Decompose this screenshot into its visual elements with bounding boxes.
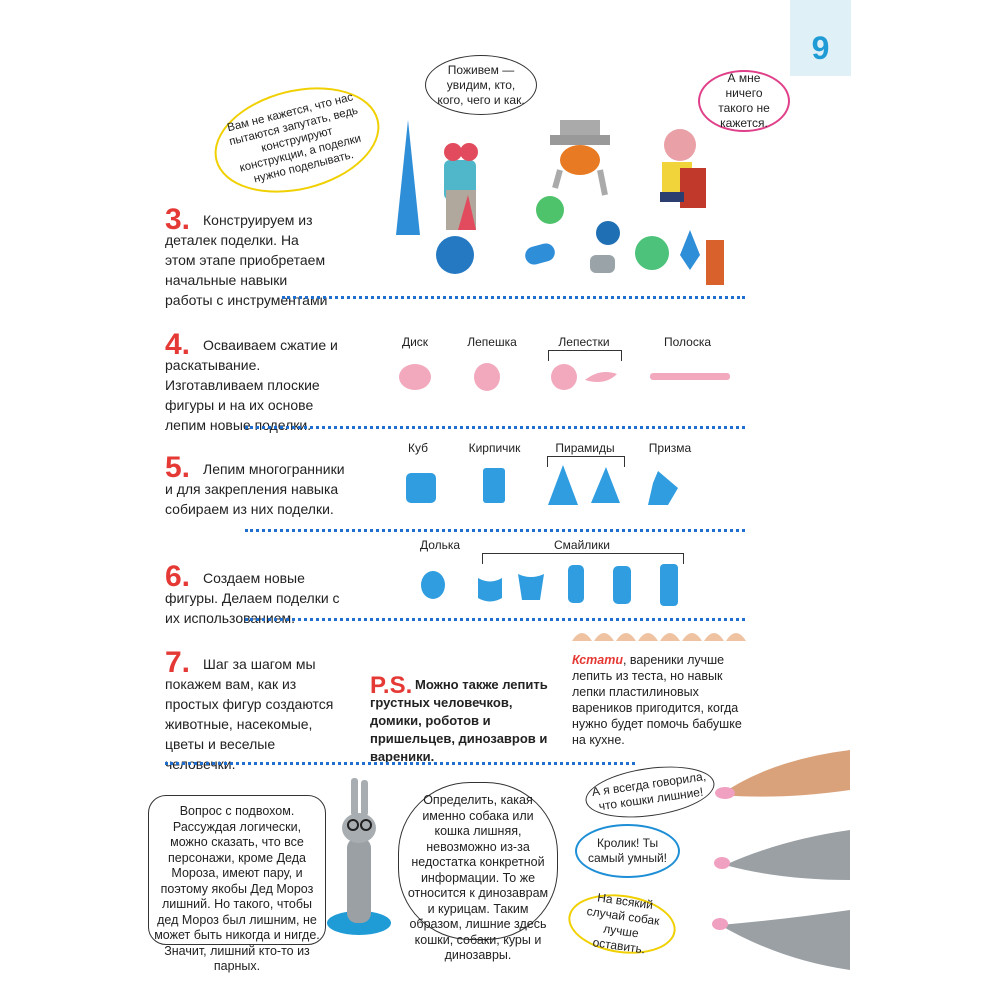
mouse2-speech-bubble [575, 824, 680, 878]
step-6-text: Создаем новые фигуры. Делаем поделки с их использованием. [165, 570, 340, 626]
strip-shape [650, 373, 730, 380]
cube-shape [406, 473, 436, 503]
dumplings-illustration [568, 625, 748, 645]
label-lepestki: Лепестки [548, 335, 620, 349]
dotted-divider [245, 529, 745, 532]
petal-shape-2 [585, 372, 617, 382]
kstati-word: Кстати [572, 653, 623, 667]
new-shapes-row [418, 560, 693, 610]
answer-bubble [398, 782, 558, 962]
label-kirpichik: Кирпичик [468, 441, 521, 455]
page-number: 9 [811, 30, 830, 66]
pyramid-shape-2 [591, 467, 620, 503]
prism-shape [648, 471, 678, 505]
question-text: Вопрос с подвохом. Рассуждая логически, можно сказать, что все персонажи, кроме Деда Мороза, имеют пару, и поэтому якобы Дед Мороз лишний. Но такого, чтобы дед Мороз был лишним, не может быть никогда и нигде. Значит, лишний кто-то из парных. [154, 804, 320, 973]
step-5-number: 5. [165, 451, 191, 484]
mouse3-speech-bubble [564, 888, 679, 960]
pig-speech-text: А мне ничего такого не кажется. [718, 71, 770, 130]
smiley-shape-5 [660, 564, 678, 606]
plasticine-figures-illustration [380, 120, 730, 290]
step-4-number: 4. [165, 328, 191, 361]
step-7-text: Шаг за шагом мы покажем вам, как из простых фигур создаются животные, насекомые, цветы и веселые человечки. [165, 656, 334, 772]
petal-shape-1 [551, 364, 577, 390]
pig-speech-bubble [698, 70, 790, 132]
mice-illustration [690, 680, 850, 1000]
label-disk: Диск [401, 335, 429, 349]
polyhedra-row [398, 463, 698, 508]
mouse1-speech-text: А я всегда говорила, что кошки лишние! [590, 769, 707, 814]
label-dolka: Долька [419, 538, 461, 552]
label-piramidy: Пирамиды [547, 441, 623, 455]
skeleton-speech-text: Поживем — увидим, кто, кого, чего и как. [437, 62, 525, 107]
kstati-text: , вареники лучше лепить из теста, но навык лепки пластилиновых вареников пригодится, когда нужно будет помочь бабушке на кухне. [572, 653, 742, 747]
slice-shape [421, 571, 445, 599]
mouse3-speech-text: На всякий случай собак лучше оставить. [585, 890, 661, 957]
brick-shape [483, 468, 505, 503]
step-6-number: 6. [165, 560, 191, 593]
owl-speech-bubble [203, 71, 390, 209]
mouse2-speech-text: Кролик! Ты самый умный! [588, 836, 667, 865]
step-3-text: Конструируем из деталек поделки. На этом этапе приобретаем начальные навыки работы с инструментами [165, 212, 328, 308]
step-7-number: 7. [165, 646, 191, 679]
smiley-shape-2 [518, 574, 544, 600]
owl-speech-text: Вам не кажется, что нас пытаются запутать, ведь конструируют конструкции, а поделки нужно поделывать. [226, 91, 363, 186]
step-4-text: Осваиваем сжатие и раскатывание. Изготавливаем плоские фигуры и на их основе лепим новые поделки. [165, 337, 338, 433]
label-lepeshka: Лепешка [467, 335, 517, 349]
flat-shapes-row [395, 360, 740, 395]
rabbit-illustration [325, 778, 395, 938]
pyramid-shape-1 [548, 465, 578, 505]
lepeshka-shape [474, 363, 500, 391]
dotted-divider [282, 296, 745, 299]
label-kub: Куб [408, 441, 428, 455]
dotted-divider [165, 762, 635, 765]
label-prizma: Призма [648, 441, 692, 455]
smiley-shape-3 [568, 565, 584, 603]
step-3-number: 3. [165, 203, 191, 236]
dotted-divider [245, 618, 745, 621]
question-bubble [148, 795, 326, 973]
disk-shape [399, 364, 431, 390]
label-poloska: Полоска [663, 335, 712, 349]
label-smailiki: Смайлики [545, 538, 619, 552]
step-5-text: Лепим многогранники и для закрепления навыка собираем из них поделки. [165, 461, 345, 517]
ps-text: Можно также лепить грустных человечков, домики, роботов и пришельцев, динозавров и вареники. [370, 677, 548, 764]
dotted-divider [245, 426, 745, 429]
skeleton-speech-bubble [425, 55, 537, 115]
smiley-shape-1 [478, 578, 502, 602]
ps-label: P.S. [370, 672, 413, 699]
smiley-shape-4 [613, 566, 631, 604]
answer-text: Определить, какая именно собака или кошка лишняя, невозможно из-за недостатка конкретной информации. То же относится к динозаврам и курицам. Таким образом, лишние здесь кошки, собаки, куры и динозавры. [407, 793, 549, 962]
